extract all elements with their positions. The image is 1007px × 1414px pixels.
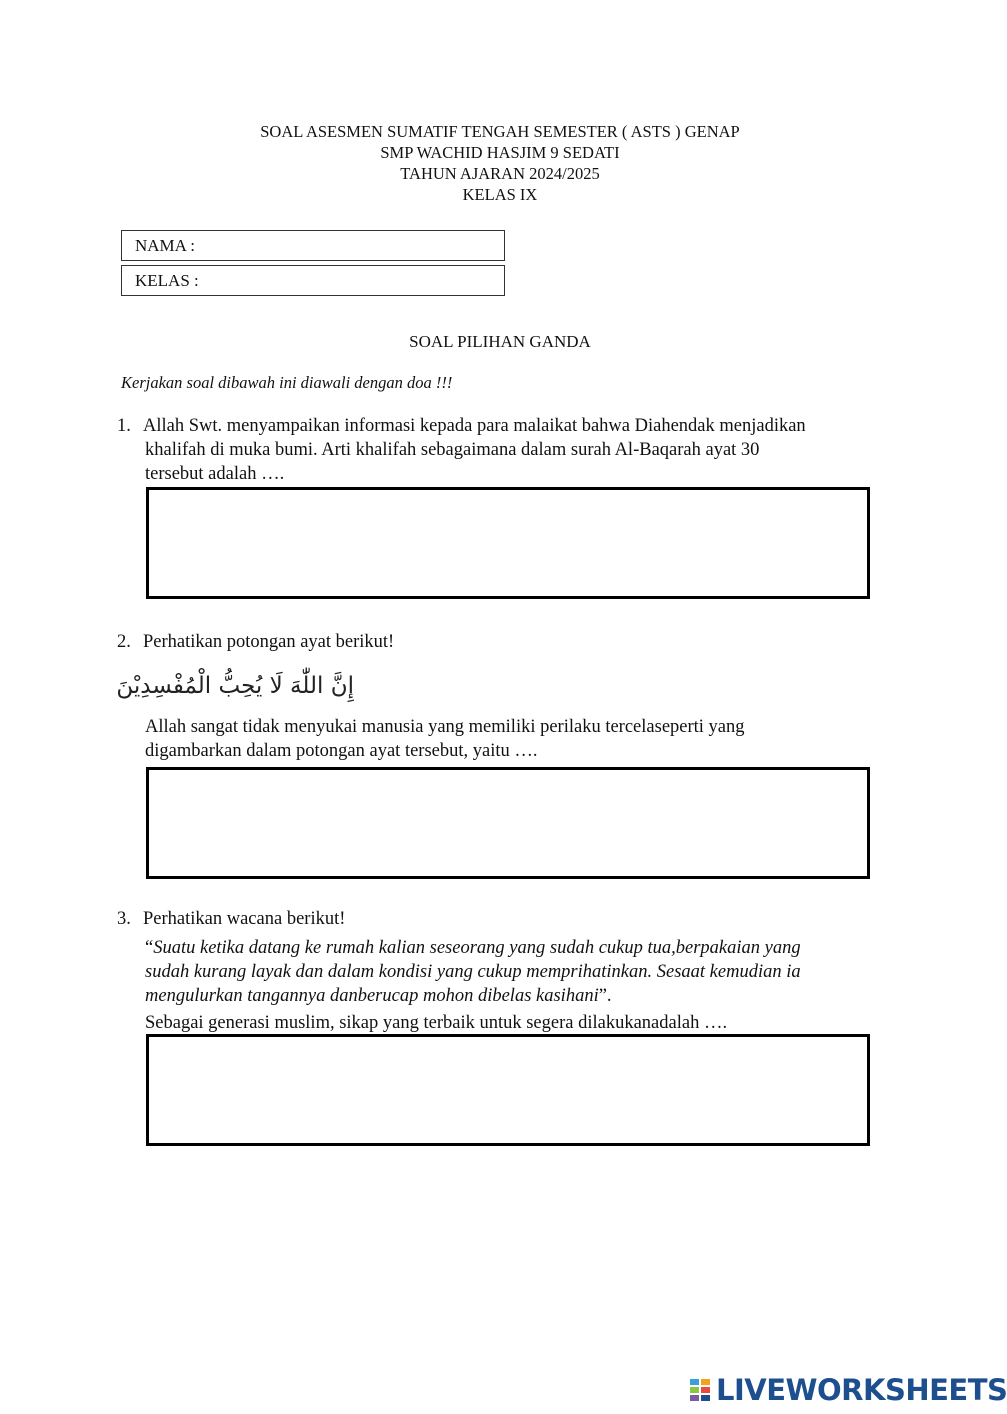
question-2-prompt: Perhatikan potongan ayat berikut! (143, 632, 395, 652)
header-line-4: KELAS IX (462, 185, 538, 204)
header-line-3: TAHUN AJARAN 2024/2025 (400, 164, 600, 183)
quote-line-1: Suatu ketika datang ke rumah kalian seseorang yang sudah cukup tua,berpakaian yang (153, 938, 801, 958)
arabic-verse (116, 664, 358, 704)
liveworksheets-logo-icon (690, 1377, 712, 1403)
question-2-line-2: digambarkan dalam potongan ayat tersebut, yaitu …. (145, 741, 538, 761)
question-3-prompt: Perhatikan wacana berikut! (143, 909, 346, 929)
nama-label: NAMA : (135, 236, 195, 255)
quote-line-2: sudah kurang layak dan dalam kondisi yang cukup memprihatinkan. Sesaat kemudian ia (145, 962, 801, 982)
quote-close-mark: ”. (598, 986, 612, 1006)
header-line-2: SMP WACHID HASJIM 9 SEDATI (380, 143, 620, 162)
question-1-line-3: tersebut adalah …. (145, 464, 285, 484)
document-header (0, 121, 1000, 205)
question-3-line-1: Sebagai generasi muslim, sikap yang terbaik untuk segera dilakukanadalah …. (145, 1013, 728, 1033)
quote-open-mark: “ (145, 938, 154, 958)
question-2 (117, 630, 877, 654)
kelas-field (121, 265, 505, 296)
liveworksheets-logo-text: LIVEWORKSHEETS (716, 1373, 1007, 1407)
header-line-1: SOAL ASESMEN SUMATIF TENGAH SEMESTER ( ASTS ) GENAP (260, 122, 740, 141)
question-1-continuation (145, 438, 875, 486)
question-1-number: 1. (117, 416, 131, 436)
question-3-quote (145, 936, 875, 1008)
question-2-body (145, 715, 875, 763)
question-3 (117, 907, 877, 931)
liveworksheets-logo (690, 1372, 1007, 1408)
nama-field (121, 230, 505, 261)
answer-box-2[interactable] (146, 767, 870, 879)
question-1 (117, 414, 877, 438)
answer-box-1[interactable] (146, 487, 870, 599)
arabic-verse-text: إِنَّ اللّٰهَ لَا يُحِبُّ الْمُفْسِدِيْنَ (116, 673, 354, 699)
instruction-text: Kerjakan soal dibawah ini diawali dengan doa !!! (121, 373, 453, 392)
question-2-line-1: Allah sangat tidak menyukai manusia yang memiliki perilaku tercelaseperti yang (145, 717, 745, 737)
question-1-line-1: Allah Swt. menyampaikan informasi kepada para malaikat bahwa Diahendak menjadikan (143, 416, 806, 436)
kelas-label: KELAS : (135, 271, 199, 290)
answer-box-3[interactable] (146, 1034, 870, 1146)
quote-line-3: mengulurkan tangannya danberucap mohon dibelas kasihani (145, 986, 599, 1006)
question-2-number: 2. (117, 632, 131, 652)
question-1-line-2: khalifah di muka bumi. Arti khalifah sebagaimana dalam surah Al-Baqarah ayat 30 (145, 440, 760, 460)
section-title: SOAL PILIHAN GANDA (409, 332, 591, 351)
question-3-number: 3. (117, 909, 131, 929)
